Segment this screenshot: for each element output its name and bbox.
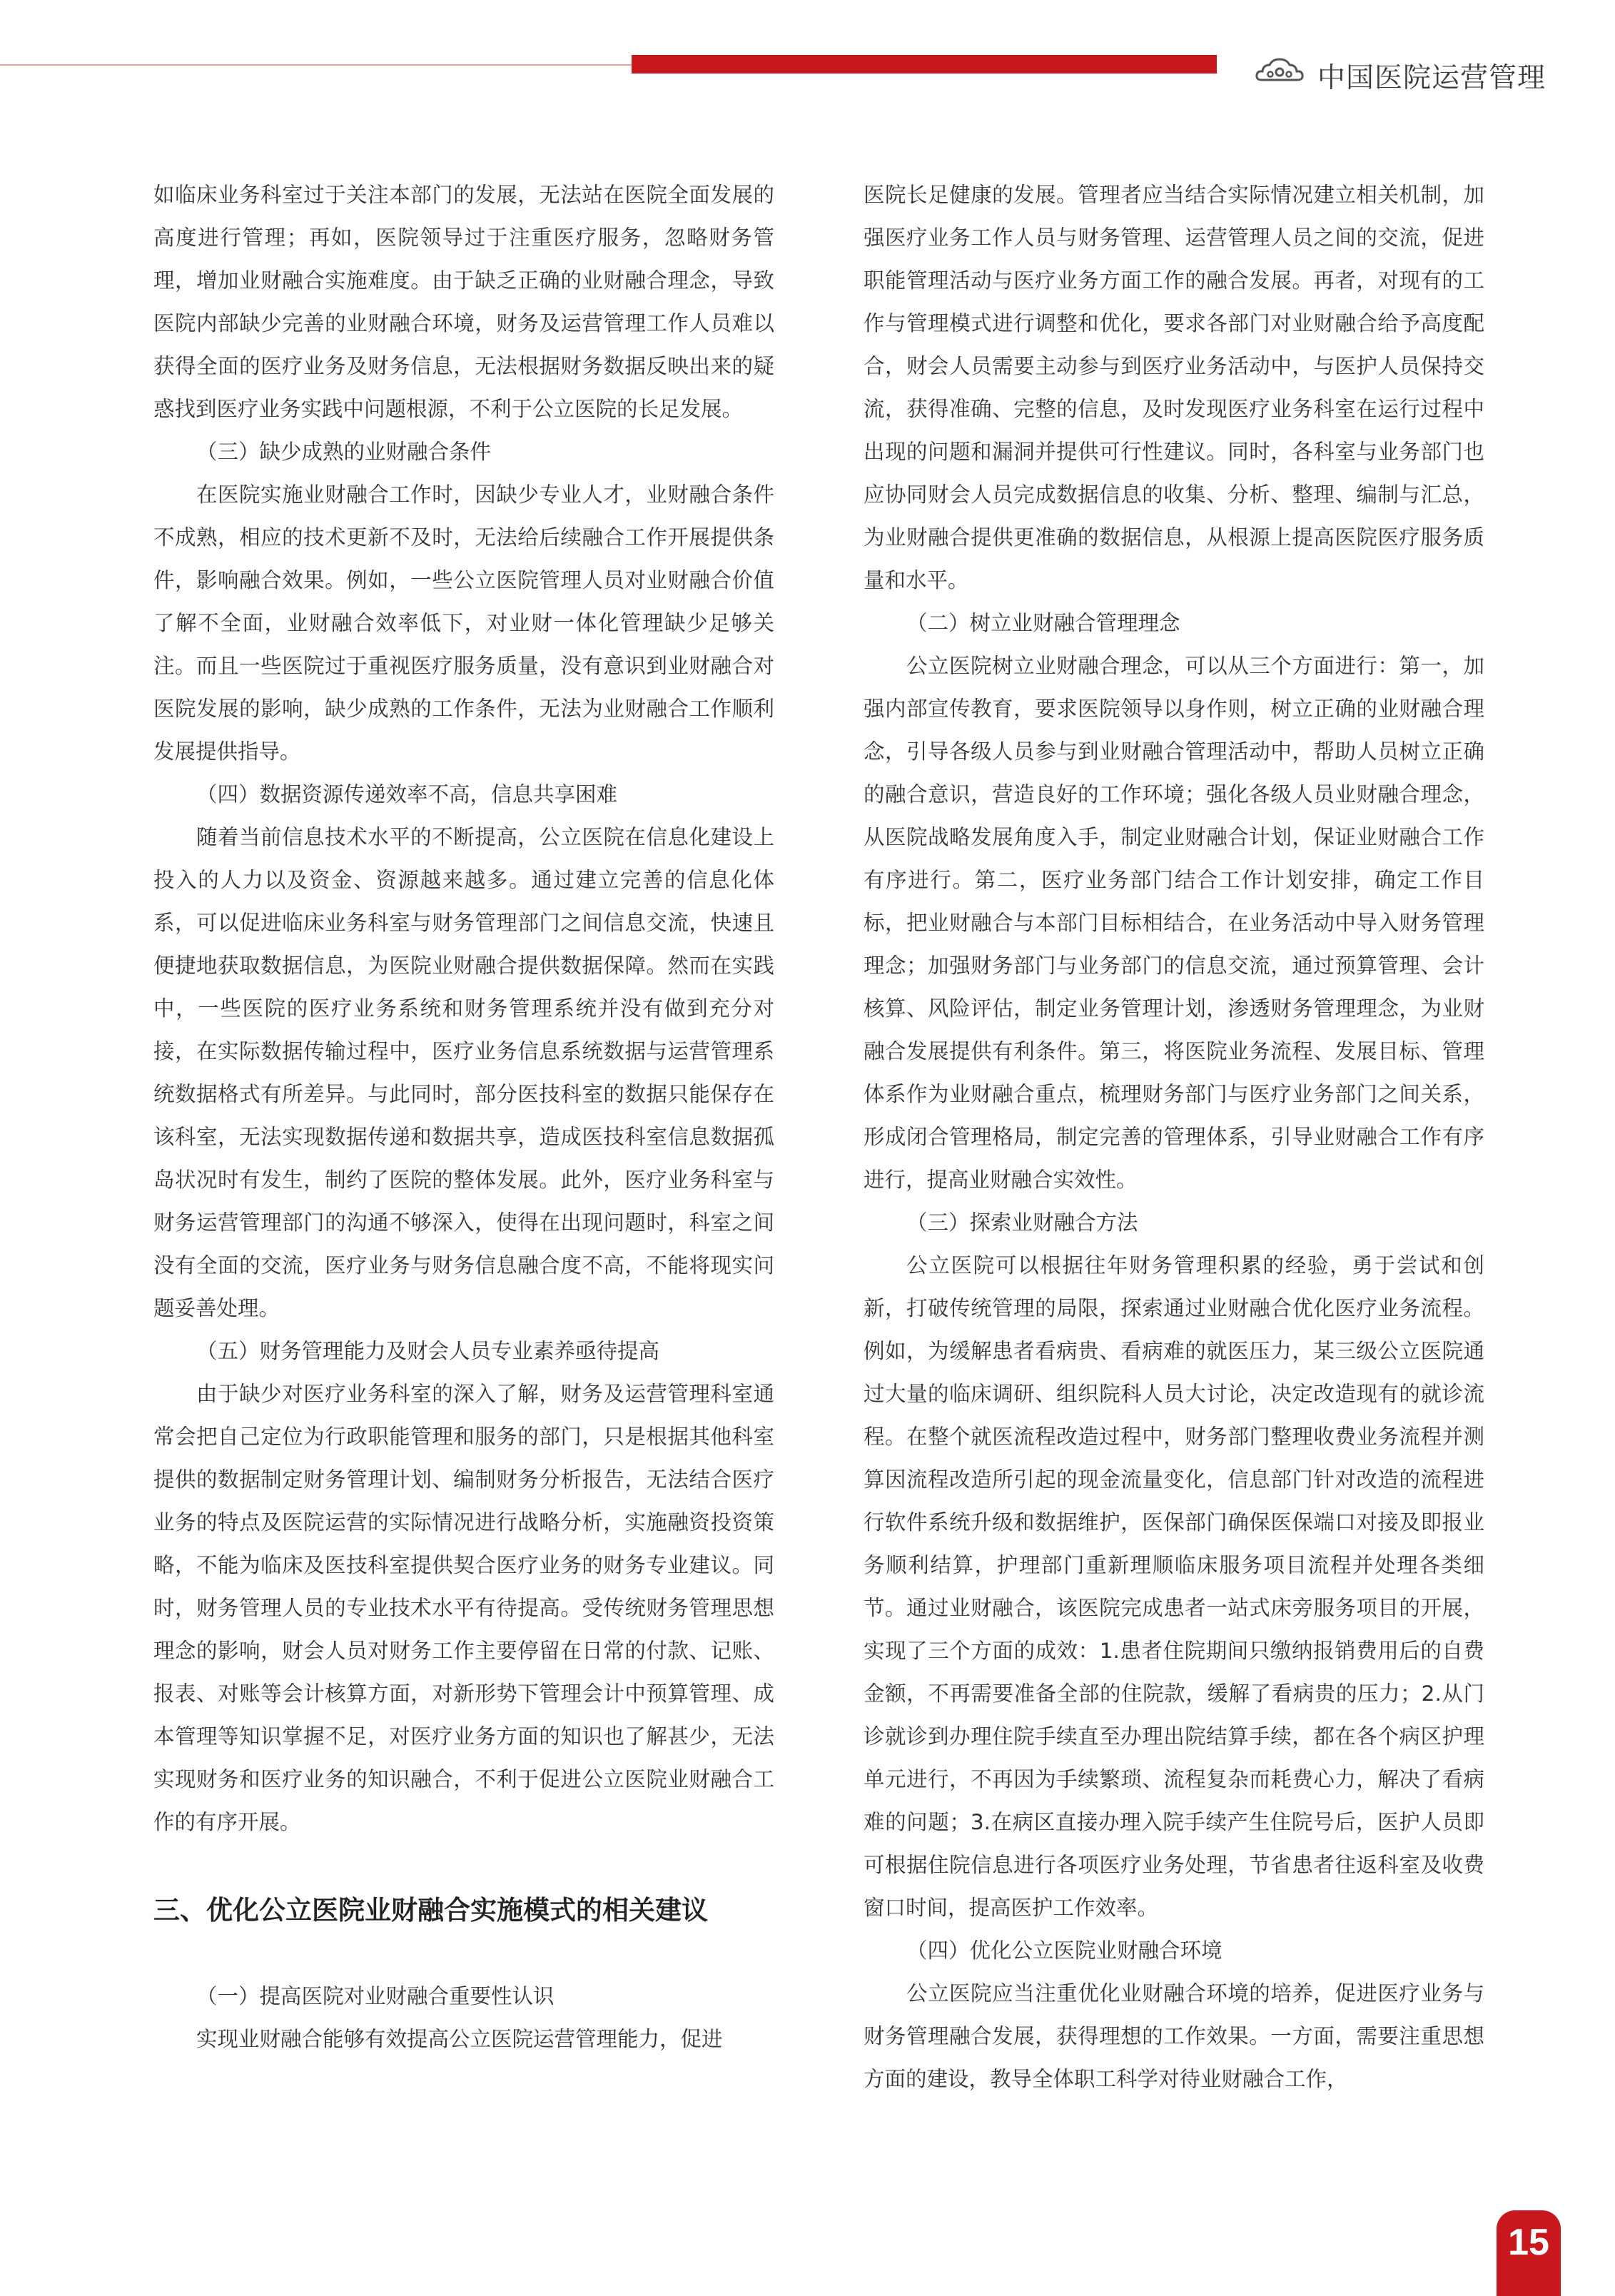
subheading: （二）树立业财融合管理理念 bbox=[906, 611, 1180, 635]
paragraph: 由于缺少对医疗业务科室的深入了解，财务及运营管理科室通常会把自己定位为行政职能管理和服务的部门，只是根据其他科室提供的数据制定财务管理计划、编制财务分析报告，无法结合医疗业务的特点及医院运营的实际情况进行战略分析，实施融资投资策略，不能为临床及医技科室提供契合医疗业务的财务专业建议。同时，财务管理人员的专业技术水平有待提高。受传统财务管理思想理念的影响，财会人员对财务工作主要停留在日常的付款、记账、报表、对账等会计核算方面，对新形势下管理会计中预算管理、成本管理等知识掌握不足，对医疗业务方面的知识也了解甚少，无法实现财务和医疗业务的知识融合，不利于促进公立医院业财融合工作的有序开展。 bbox=[153, 1382, 774, 1834]
cloud-logo-icon bbox=[1255, 56, 1305, 84]
paragraph: 如临床业务科室过于关注本部门的发展，无法站在医院全面发展的高度进行管理；再如，医院领导过于注重医疗服务，忽略财务管理，增加业财融合实施难度。由于缺乏正确的业财融合理念，导致医院内部缺少完善的业财融合环境，财务及运营管理工作人员难以获得全面的医疗业务及财务信息，无法根据财务数据反映出来的疑惑找到医疗业务实践中问题根源，不利于公立医院的长足发展。 bbox=[153, 183, 774, 421]
subheading: （四）数据资源传递效率不高，信息共享困难 bbox=[196, 782, 618, 806]
subheading: （四）优化公立医院业财融合环境 bbox=[906, 1938, 1222, 1963]
paragraph: 医院长足健康的发展。管理者应当结合实际情况建立相关机制，加强医疗业务工作人员与财务管理、运营管理人员之间的交流，促进职能管理活动与医疗业务方面工作的融合发展。再者，对现有的工作与管理模式进行调整和优化，要求各部门对业财融合给予高度配合，财会人员需要主动参与到医疗业务活动中，与医护人员保持交流，获得准确、完整的信息，及时发现医疗业务科室在运行过程中出现的问题和漏洞并提供可行性建议。同时，各科室与业务部门也应协同财会人员完成数据信息的收集、分析、整理、编制与汇总，为业财融合提供更准确的数据信息，从根源上提高医院医疗服务质量和水平。 bbox=[864, 183, 1484, 592]
page-number: 15 bbox=[1508, 2222, 1549, 2263]
section-heading: 三、优化公立医院业财融合实施模式的相关建议 bbox=[153, 1895, 708, 1926]
header-thin-line bbox=[0, 64, 635, 66]
subheading: （三）缺少成熟的业财融合条件 bbox=[196, 440, 492, 464]
subheading: （一）提高医院对业财融合重要性认识 bbox=[196, 1984, 555, 2008]
right-column bbox=[864, 173, 1484, 2100]
subheading: （五）财务管理能力及财会人员专业素养亟待提高 bbox=[196, 1339, 660, 1363]
subheading: （三）探索业财融合方法 bbox=[906, 1210, 1138, 1235]
paragraph: 公立医院树立业财融合理念，可以从三个方面进行：第一，加强内部宣传教育，要求医院领导以身作则，树立正确的业财融合理念，引导各级人员参与到业财融合管理活动中，帮助人员树立正确的融合意识，营造良好的工作环境；强化各级人员业财融合理念，从医院战略发展角度入手，制定业财融合计划，保证业财融合工作有序进行。第二，医疗业务部门结合工作计划安排，确定工作目标，把业财融合与本部门目标相结合，在业务活动中导入财务管理理念；加强财务部门与业务部门的信息交流，通过预算管理、会计核算、风险评估，制定业务管理计划，渗透财务管理理念，为业财融合发展提供有利条件。第三，将医院业务流程、发展目标、管理体系作为业财融合重点，梳理财务部门与医疗业务部门之间关系，形成闭合管理格局，制定完善的管理体系，引导业财融合工作有序进行，提高业财融合实效性。 bbox=[864, 654, 1484, 1192]
paragraph: 公立医院可以根据往年财务管理积累的经验，勇于尝试和创新，打破传统管理的局限，探索通过业财融合优化医疗业务流程。例如，为缓解患者看病贵、看病难的就医压力，某三级公立医院通过大量的临床调研、组织院科人员大讨论，决定改造现有的就诊流程。在整个就医流程改造过程中，财务部门整理收费业务流程并测算因流程改造所引起的现金流量变化，信息部门针对改造的流程进行软件系统升级和数据维护，医保部门确保医保端口对接及即报业务顺利结算，护理部门重新理顺临床服务项目流程并处理各类细节。通过业财融合，该医院完成患者一站式床旁服务项目的开展，实现了三个方面的成效：1.患者住院期间只缴纳报销费用后的自费金额，不再需要准备全部的住院款，缓解了看病贵的压力；2.从门诊就诊到办理住院手续直至办理出院结算手续，都在各个病区护理单元进行，不再因为手续繁琐、流程复杂而耗费心力，解决了看病难的问题；3.在病区直接办理入院手续产生住院号后，医护人员即可根据住院信息进行各项医疗业务处理，节省患者往返科室及收费窗口时间，提高医护工作效率。 bbox=[864, 1253, 1484, 1920]
journal-title: 中国医院运营管理 bbox=[1317, 62, 1546, 94]
paragraph: 公立医院应当注重优化业财融合环境的培养，促进医疗业务与财务管理融合发展，获得理想的工作效果。一方面，需要注重思想方面的建设，教导全体职工科学对待业财融合工作， bbox=[864, 1981, 1484, 2091]
paragraph: 实现业财融合能够有效提高公立医院运营管理能力，促进 bbox=[196, 2027, 723, 2051]
header-accent-bar bbox=[632, 55, 1217, 74]
left-column bbox=[153, 173, 774, 2060]
paragraph: 随着当前信息技术水平的不断提高，公立医院在信息化建设上投入的人力以及资金、资源越来越多。通过建立完善的信息化体系，可以促进临床业务科室与财务管理部门之间信息交流，快速且便捷地获取数据信息，为医院业财融合提供数据保障。然而在实践中，一些医院的医疗业务系统和财务管理系统并没有做到充分对接，在实际数据传输过程中，医疗业务信息系统数据与运营管理系统数据格式有所差异。与此同时，部分医技科室的数据只能保存在该科室，无法实现数据传递和数据共享，造成医技科室信息数据孤岛状况时有发生，制约了医院的整体发展。此外，医疗业务科室与财务运营管理部门的沟通不够深入，使得在出现问题时，科室之间没有全面的交流，医疗业务与财务信息融合度不高，不能将现实问题妥善处理。 bbox=[153, 825, 774, 1320]
paragraph: 在医院实施业财融合工作时，因缺少专业人才，业财融合条件不成熟，相应的技术更新不及时，无法给后续融合工作开展提供条件，影响融合效果。例如，一些公立医院管理人员对业财融合价值了解不全面，业财融合效率低下，对业财一体化管理缺少足够关注。而且一些医院过于重视医疗服务质量，没有意识到业财融合对医院发展的影响，缺少成熟的工作条件，无法为业财融合工作顺利发展提供指导。 bbox=[153, 482, 774, 764]
